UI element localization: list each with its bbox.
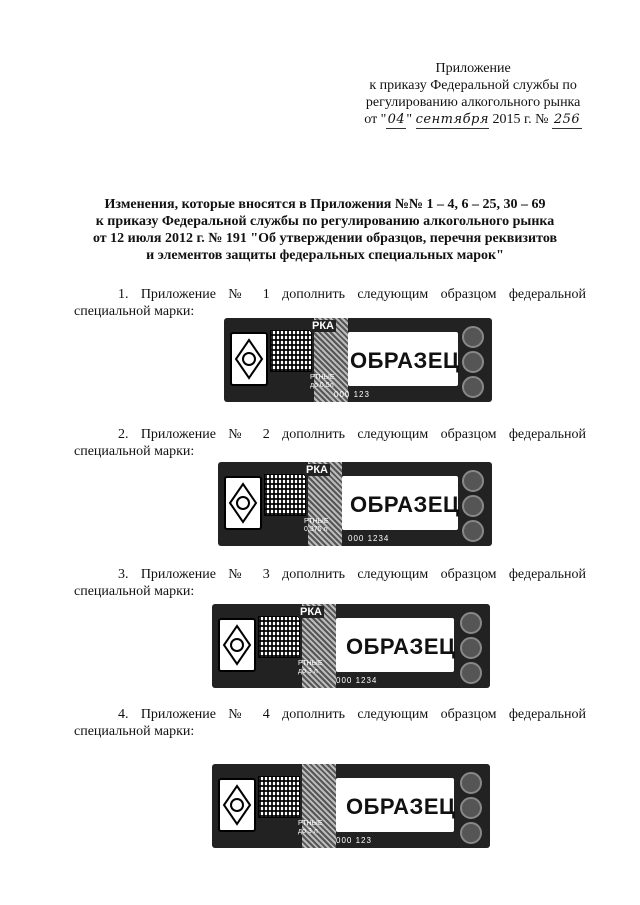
hologram-circles	[460, 324, 486, 396]
stamp-serial-number: 000 1234	[336, 676, 378, 685]
stamp-sample-3	[212, 604, 490, 688]
hologram-circles	[458, 610, 484, 682]
emblem-icon	[224, 476, 262, 530]
header-line-regulation: регулированию алкогольного рынка	[365, 95, 581, 110]
item-appendix-2	[74, 426, 586, 460]
handwritten-day: 04	[387, 112, 406, 127]
stamp-serial-number: 000 1234	[348, 534, 390, 543]
document-header	[364, 60, 582, 129]
stamp-sample-1	[224, 318, 492, 402]
title-line-2: к приказу Федеральной службы по регулированию алкогольного рынка	[95, 214, 555, 229]
item-appendix-4	[74, 706, 586, 740]
date-prefix: от "	[364, 112, 387, 127]
hologram-circles	[460, 468, 486, 540]
stamp-volume-label: РТНЫЕ до 0,5л	[310, 374, 335, 389]
stamp-sample-text: ОБРАЗЕЦ	[346, 634, 456, 659]
item-text-line-1: 2. Приложение № 2 дополнить следующим образцом федеральной	[118, 427, 586, 442]
date-suffix: 2015 г. №	[492, 112, 549, 127]
item-text-line-1: 3. Приложение № 3 дополнить следующим образцом федеральной	[118, 567, 586, 582]
datamatrix-code-icon	[258, 616, 300, 658]
item-text-line-1: 4. Приложение № 4 дополнить следующим образцом федеральной	[118, 707, 586, 722]
datamatrix-code-icon	[258, 776, 300, 818]
item-text-line-1: 1. Приложение № 1 дополнить следующим образцом федеральной	[118, 287, 586, 302]
stamp-serial-number: 000 123	[336, 836, 372, 845]
header-line-order: к приказу Федеральной службы по	[369, 78, 577, 93]
handwritten-month: сентября	[415, 112, 489, 127]
stamp-volume-label: РТНЫЕ до 3 л	[298, 820, 323, 835]
item-appendix-3	[74, 566, 586, 600]
title-line-4: и элементов защиты федеральных специальных марок"	[146, 248, 504, 263]
stamp-volume-label: РТНЫЕ до 3 л	[298, 660, 323, 675]
item-text-line-2: специальной марки:	[74, 584, 195, 599]
stamp-top-label: РКА	[306, 464, 328, 476]
date-mid: "	[406, 112, 413, 127]
item-appendix-1	[74, 286, 586, 320]
document-title	[60, 196, 590, 264]
emblem-icon	[230, 332, 268, 386]
emblem-icon	[218, 778, 256, 832]
item-text-line-2: специальной марки:	[74, 304, 195, 319]
item-text-line-2: специальной марки:	[74, 444, 195, 459]
datamatrix-code-icon	[270, 330, 312, 372]
hologram-circles	[458, 770, 484, 842]
handwritten-order-number: 256	[553, 112, 581, 127]
stamp-sample-4	[212, 764, 490, 848]
header-line-appendix: Приложение	[435, 61, 511, 76]
emblem-icon	[218, 618, 256, 672]
stamp-top-label: РКА	[300, 606, 322, 618]
stamp-sample-text: ОБРАЗЕЦ	[350, 492, 460, 517]
stamp-sample-text: ОБРАЗЕЦ	[346, 794, 456, 819]
title-line-1: Изменения, которые вносятся в Приложения №№ 1 – 4, 6 – 25, 30 – 69	[104, 197, 546, 212]
title-line-3: от 12 июля 2012 г. № 191 "Об утверждении образцов, перечня реквизитов	[92, 231, 558, 246]
header-date-line	[364, 111, 582, 129]
item-text-line-2: специальной марки:	[74, 724, 195, 739]
stamp-sample-text: ОБРАЗЕЦ	[350, 348, 460, 373]
stamp-top-label: РКА	[312, 320, 334, 332]
stamp-serial-number: 000 123	[334, 390, 370, 399]
datamatrix-code-icon	[264, 474, 306, 516]
stamp-sample-2	[218, 462, 492, 546]
stamp-volume-label: РТНЫЕ 0,375 л	[304, 518, 329, 533]
